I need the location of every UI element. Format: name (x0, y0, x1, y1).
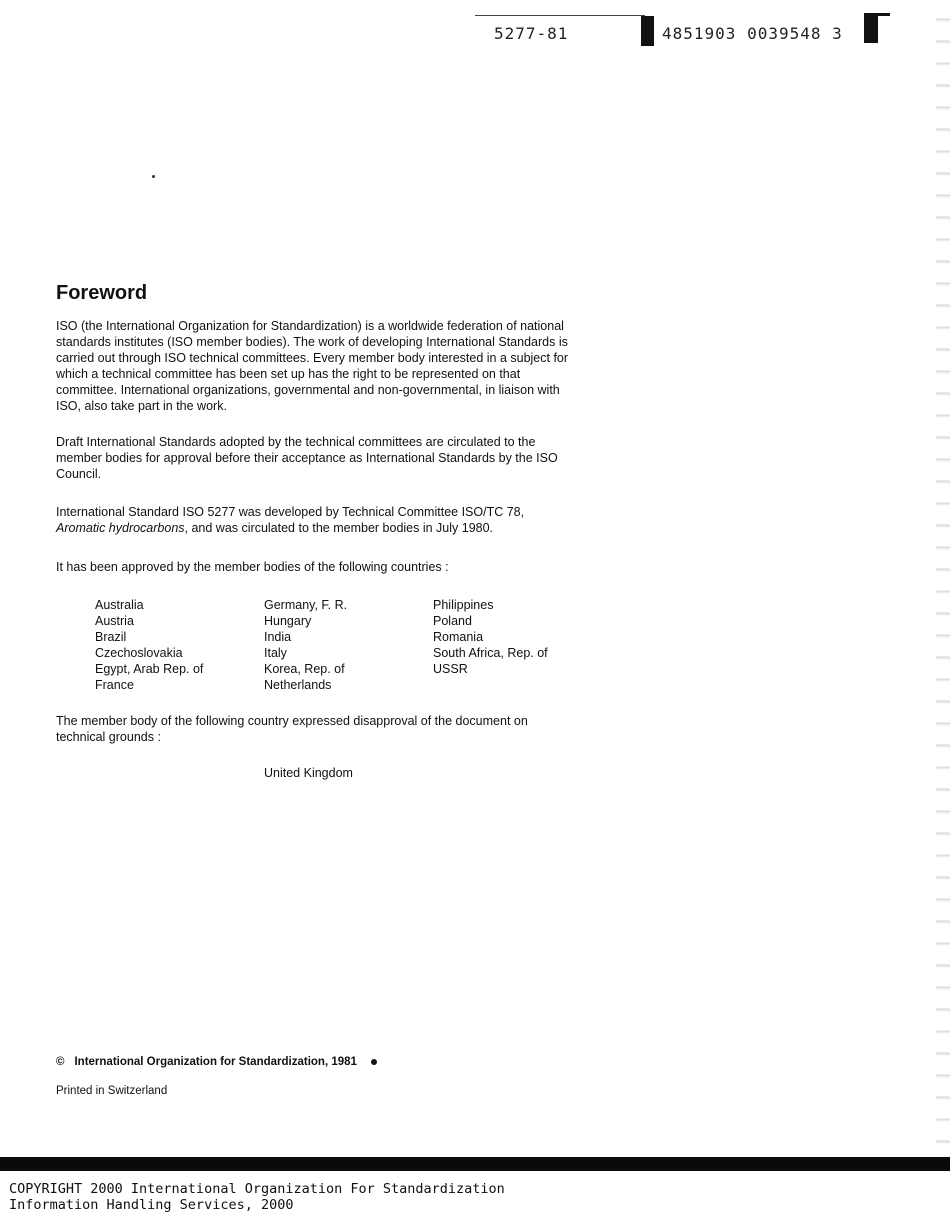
committee-title: Aromatic hydrocarbons (56, 521, 185, 535)
barcode-bar-right (864, 13, 878, 43)
country: Philippines (433, 598, 494, 612)
country-column-2 (264, 597, 347, 693)
country: Hungary (264, 614, 312, 628)
right-scan-edge (936, 0, 950, 1160)
para3-start: International Standard ISO 5277 was developed by Technical Committee ISO/TC 78, (56, 505, 525, 519)
country: Germany, F. R. (264, 598, 348, 612)
printed-in: Printed in Switzerland (56, 1085, 168, 1097)
country: Italy (264, 646, 287, 660)
header-rule (475, 15, 645, 16)
para3-end: , and was circulated to the member bodies in July 1980. (184, 521, 494, 535)
country: Australia (95, 598, 144, 612)
foreword-paragraph-1: ISO (the International Organization for Standardization) is a worldwide federation of national standards institutes (ISO member bodies). The work of developing International Standards is carried out through ISO technical committees. Every member body interested in a subject for which a technical committee has been set up has the right to be represented on that committee. International organizations, governmental and non-governmental, in liaison with ISO, also take part in the work. (56, 319, 569, 413)
country: Korea, Rep. of (264, 662, 345, 676)
scan-speck (152, 175, 155, 178)
copyright-text: International Organization for Standardization, 1981 (74, 1056, 357, 1068)
country: France (95, 678, 134, 692)
copyright-line (56, 1056, 377, 1068)
country: South Africa, Rep. of (433, 646, 548, 660)
bullet-dot (371, 1059, 377, 1065)
barcode-bar-top (864, 13, 890, 16)
country: Romania (433, 630, 484, 644)
country: Poland (433, 614, 472, 628)
country-list (95, 597, 575, 697)
country: USSR (433, 662, 468, 676)
scan-bottom-band (0, 1157, 950, 1171)
copyright-symbol: © (56, 1056, 65, 1068)
doc-code: 5277-81 (494, 24, 569, 43)
country: Brazil (95, 630, 127, 644)
foreword-paragraph-4: It has been approved by the member bodies of the following countries : (56, 560, 449, 574)
footer-line-1: COPYRIGHT 2000 International Organization For Standardization (9, 1181, 505, 1197)
barcode-text: 4851903 0039548 3 (662, 24, 843, 43)
foreword-title: Foreword (56, 282, 148, 304)
country-column-3 (433, 597, 548, 677)
foreword-paragraph-5: The member body of the following country expressed disapproval of the document on technical grounds : (56, 714, 528, 744)
country: Czechoslovakia (95, 646, 183, 660)
country: Netherlands (264, 678, 332, 692)
country: Egypt, Arab Rep. of (95, 662, 204, 676)
foreword-paragraph-3 (56, 504, 576, 536)
foreword-paragraph-2: Draft International Standards adopted by the technical committees are circulated to the member bodies for approval before their acceptance as International Standards by the ISO Council. (56, 435, 558, 481)
footer-line-2: Information Handling Services, 2000 (9, 1196, 294, 1213)
country: India (264, 630, 292, 644)
copyright-footer (9, 1182, 505, 1213)
country: Austria (95, 614, 134, 628)
country-column-1 (95, 597, 203, 693)
disapproving-country: United Kingdom (264, 766, 353, 780)
barcode-bar-left (641, 16, 654, 46)
